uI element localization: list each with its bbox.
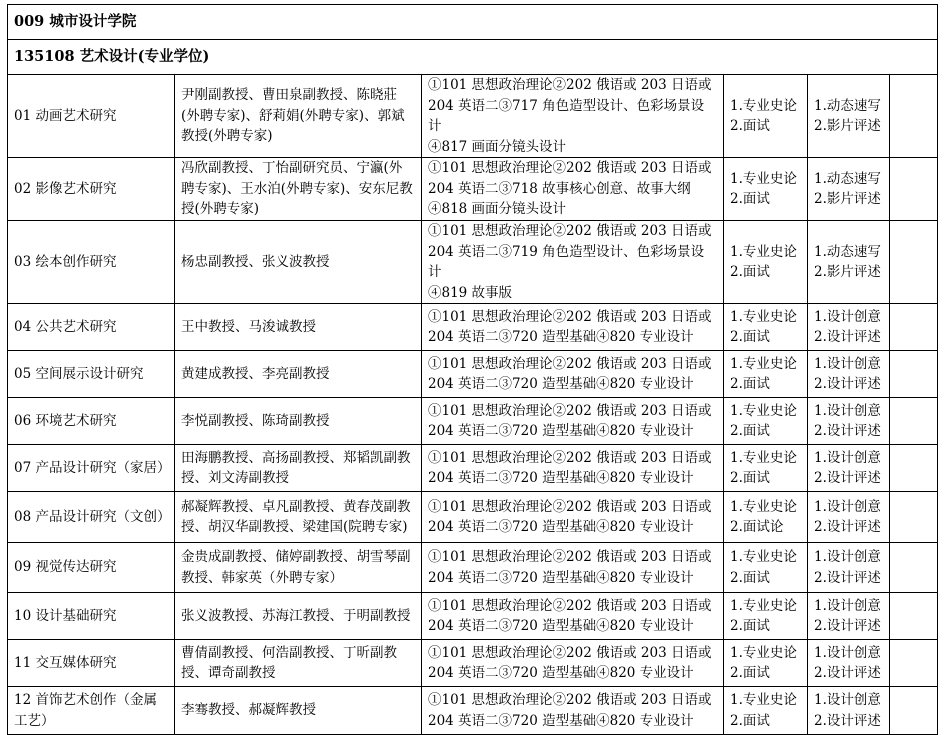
retest-cell bbox=[724, 687, 808, 735]
program-title: 135108 艺术设计(专业学位) bbox=[8, 40, 938, 75]
retest-line: 1.专业史论 bbox=[730, 449, 797, 466]
exam-subjects-line: ①101 思想政治理论②202 俄语或 203 日语或 bbox=[428, 355, 712, 372]
retest-cell bbox=[724, 304, 808, 351]
college-header-row bbox=[8, 5, 938, 40]
exam-subjects-line: ④819 故事版 bbox=[428, 284, 513, 301]
exam-subjects-cell bbox=[422, 351, 724, 398]
exam-subjects-line: ①101 思想政治理论②202 俄语或 203 日语或 bbox=[428, 77, 712, 93]
remarks-cell bbox=[890, 593, 938, 640]
retest-line: 2.面试 bbox=[730, 329, 770, 345]
retest-line: 2.面试 bbox=[730, 712, 770, 729]
table-row bbox=[8, 687, 938, 735]
exam-subjects-line: ④817 画面分镜头设计 bbox=[428, 138, 567, 155]
equal-test-line: 1.动态速写 bbox=[814, 97, 881, 114]
exam-subjects-line: 204 英语二③717 角色造型设计、色彩场景设计 bbox=[428, 97, 705, 134]
retest-cell bbox=[724, 593, 808, 640]
direction-cell: 01 动画艺术研究 bbox=[8, 75, 175, 158]
exam-subjects-line: 204 英语二③720 造型基础④820 专业设计 bbox=[428, 618, 694, 634]
direction-cell: 04 公共艺术研究 bbox=[8, 304, 175, 351]
exam-subjects-cell bbox=[422, 158, 724, 221]
table-row bbox=[8, 640, 938, 687]
advisors-cell: 金贵成副教授、储婷副教授、胡雪琴副教授、韩家英（外聘专家） bbox=[175, 543, 422, 593]
exam-subjects-line: 204 英语二③719 角色造型设计、色彩场景设计 bbox=[428, 243, 705, 280]
equal-test-line: 1.动态速写 bbox=[814, 170, 881, 187]
exam-subjects-line: 204 英语二③720 造型基础④820 专业设计 bbox=[428, 376, 694, 392]
equal-test-line: 2.影片评述 bbox=[814, 191, 881, 207]
equal-test-line: 1.设计创意 bbox=[814, 449, 881, 466]
remarks-cell bbox=[890, 158, 938, 221]
retest-line: 1.专业史论 bbox=[730, 549, 797, 565]
retest-line: 2.面试 bbox=[730, 423, 770, 439]
program-header-row bbox=[8, 40, 938, 75]
equal-test-cell bbox=[808, 221, 890, 304]
retest-cell bbox=[724, 75, 808, 158]
equal-test-line: 1.设计创意 bbox=[814, 692, 881, 708]
exam-subjects-line: 204 英语二③720 造型基础④820 专业设计 bbox=[428, 712, 694, 729]
advisors-cell: 黄建成教授、李亮副教授 bbox=[175, 351, 422, 398]
retest-line: 2.面试 bbox=[730, 569, 770, 586]
equal-test-line: 1.设计创意 bbox=[814, 402, 881, 419]
remarks-cell bbox=[890, 221, 938, 304]
exam-subjects-line: 204 英语二③720 造型基础④820 专业设计 bbox=[428, 665, 694, 681]
exam-subjects-line: 204 英语二③720 造型基础④820 专业设计 bbox=[428, 329, 694, 345]
retest-line: 1.专业史论 bbox=[730, 308, 797, 325]
advisors-cell: 郝凝辉教授、卓凡副教授、黄春茂副教授、胡汉华副教授、梁建国(院聘专家) bbox=[175, 492, 422, 543]
remarks-cell bbox=[890, 687, 938, 735]
retest-line: 1.专业史论 bbox=[730, 97, 797, 114]
table-row bbox=[8, 221, 938, 304]
advisors-cell: 田海鹏教授、高扬副教授、郑韬凯副教授、刘文涛副教授 bbox=[175, 445, 422, 492]
exam-subjects-line: ①101 思想政治理论②202 俄语或 203 日语或 bbox=[428, 692, 712, 708]
equal-test-line: 2.设计评述 bbox=[814, 569, 881, 586]
equal-test-cell bbox=[808, 687, 890, 735]
retest-cell bbox=[724, 445, 808, 492]
advisors-cell: 王中教授、马浚诚教授 bbox=[175, 304, 422, 351]
exam-subjects-line: ①101 思想政治理论②202 俄语或 203 日语或 bbox=[428, 644, 712, 661]
direction-cell: 06 环境艺术研究 bbox=[8, 398, 175, 445]
retest-line: 1.专业史论 bbox=[730, 644, 797, 661]
exam-subjects-line: 204 英语二③718 故事核心创意、故事大纲 bbox=[428, 180, 691, 197]
equal-test-line: 2.设计评述 bbox=[814, 470, 881, 486]
table-row bbox=[8, 75, 938, 158]
retest-line: 1.专业史论 bbox=[730, 402, 797, 419]
exam-subjects-line: ①101 思想政治理论②202 俄语或 203 日语或 bbox=[428, 549, 712, 565]
remarks-cell bbox=[890, 75, 938, 158]
equal-test-cell bbox=[808, 75, 890, 158]
retest-line: 2.面试 bbox=[730, 264, 770, 280]
retest-line: 2.面试 bbox=[730, 665, 770, 681]
equal-test-line: 1.设计创意 bbox=[814, 644, 881, 661]
exam-subjects-cell bbox=[422, 492, 724, 543]
remarks-cell bbox=[890, 445, 938, 492]
retest-line: 1.专业史论 bbox=[730, 355, 797, 372]
exam-subjects-line: ④818 画面分镜头设计 bbox=[428, 201, 567, 218]
remarks-cell bbox=[890, 398, 938, 445]
exam-subjects-line: ①101 思想政治理论②202 俄语或 203 日语或 bbox=[428, 402, 712, 419]
advisors-cell: 曹倩副教授、何浩副教授、丁昕副教授、谭奇副教授 bbox=[175, 640, 422, 687]
retest-line: 1.专业史论 bbox=[730, 597, 797, 614]
advisors-cell: 张义波教授、苏海江教授、于明副教授 bbox=[175, 593, 422, 640]
table-row bbox=[8, 304, 938, 351]
equal-test-cell bbox=[808, 304, 890, 351]
equal-test-line: 2.设计评述 bbox=[814, 329, 881, 345]
exam-subjects-line: 204 英语二③720 造型基础④820 专业设计 bbox=[428, 470, 694, 486]
exam-subjects-cell bbox=[422, 640, 724, 687]
retest-line: 2.面试 bbox=[730, 376, 770, 392]
table-row bbox=[8, 445, 938, 492]
table-row bbox=[8, 492, 938, 543]
equal-test-line: 1.设计创意 bbox=[814, 308, 881, 325]
exam-subjects-line: ①101 思想政治理论②202 俄语或 203 日语或 bbox=[428, 449, 712, 466]
advisors-cell: 李悦副教授、陈琦副教授 bbox=[175, 398, 422, 445]
retest-cell bbox=[724, 492, 808, 543]
direction-cell: 07 产品设计研究（家居） bbox=[8, 445, 175, 492]
remarks-cell bbox=[890, 351, 938, 398]
table-row bbox=[8, 543, 938, 593]
retest-line: 1.专业史论 bbox=[730, 243, 797, 260]
equal-test-line: 1.动态速写 bbox=[814, 243, 881, 260]
exam-subjects-cell bbox=[422, 304, 724, 351]
retest-line: 2.面试论 bbox=[730, 519, 784, 535]
retest-cell bbox=[724, 221, 808, 304]
direction-cell: 09 视觉传达研究 bbox=[8, 543, 175, 593]
exam-subjects-line: 204 英语二③720 造型基础④820 专业设计 bbox=[428, 423, 694, 439]
table-row bbox=[8, 593, 938, 640]
equal-test-line: 2.设计评述 bbox=[814, 423, 881, 439]
equal-test-cell bbox=[808, 492, 890, 543]
table-row bbox=[8, 351, 938, 398]
equal-test-line: 2.设计评述 bbox=[814, 376, 881, 392]
direction-cell: 03 绘本创作研究 bbox=[8, 221, 175, 304]
exam-subjects-cell bbox=[422, 687, 724, 735]
exam-subjects-cell bbox=[422, 593, 724, 640]
exam-subjects-line: ①101 思想政治理论②202 俄语或 203 日语或 bbox=[428, 160, 712, 177]
advisors-cell: 杨忠副教授、张义波教授 bbox=[175, 221, 422, 304]
exam-subjects-line: 204 英语二③720 造型基础④820 专业设计 bbox=[428, 569, 694, 586]
equal-test-line: 2.设计评述 bbox=[814, 519, 881, 535]
equal-test-cell bbox=[808, 351, 890, 398]
equal-test-cell bbox=[808, 445, 890, 492]
equal-test-line: 2.影片评述 bbox=[814, 118, 881, 134]
exam-subjects-cell bbox=[422, 445, 724, 492]
advisors-cell: 李骞教授、郝凝辉教授 bbox=[175, 687, 422, 735]
equal-test-cell bbox=[808, 158, 890, 221]
retest-line: 2.面试 bbox=[730, 118, 770, 134]
direction-cell: 10 设计基础研究 bbox=[8, 593, 175, 640]
equal-test-line: 2.设计评述 bbox=[814, 618, 881, 634]
exam-subjects-cell bbox=[422, 221, 724, 304]
retest-cell bbox=[724, 351, 808, 398]
equal-test-line: 2.影片评述 bbox=[814, 264, 881, 280]
equal-test-line: 2.设计评述 bbox=[814, 665, 881, 681]
retest-cell bbox=[724, 398, 808, 445]
equal-test-line: 1.设计创意 bbox=[814, 549, 881, 565]
direction-cell: 11 交互媒体研究 bbox=[8, 640, 175, 687]
remarks-cell bbox=[890, 492, 938, 543]
exam-subjects-line: ①101 思想政治理论②202 俄语或 203 日语或 bbox=[428, 223, 712, 239]
exam-subjects-line: ①101 思想政治理论②202 俄语或 203 日语或 bbox=[428, 308, 712, 325]
exam-subjects-cell bbox=[422, 398, 724, 445]
retest-line: 2.面试 bbox=[730, 470, 770, 486]
remarks-cell bbox=[890, 640, 938, 687]
advisors-cell: 冯欣副教授、丁怡副研究员、宁瀛(外聘专家)、王水泊(外聘专家)、安东尼教授(外聘专家) bbox=[175, 158, 422, 221]
direction-cell: 05 空间展示设计研究 bbox=[8, 351, 175, 398]
remarks-cell bbox=[890, 543, 938, 593]
program-table bbox=[7, 4, 938, 735]
college-title: 009 城市设计学院 bbox=[8, 5, 938, 40]
direction-cell: 12 首饰艺术创作（金属工艺） bbox=[8, 687, 175, 735]
table-row bbox=[8, 398, 938, 445]
equal-test-line: 1.设计创意 bbox=[814, 355, 881, 372]
retest-cell bbox=[724, 543, 808, 593]
equal-test-cell bbox=[808, 593, 890, 640]
equal-test-cell bbox=[808, 640, 890, 687]
equal-test-line: 2.设计评述 bbox=[814, 712, 881, 729]
equal-test-cell bbox=[808, 543, 890, 593]
exam-subjects-cell bbox=[422, 543, 724, 593]
retest-line: 2.面试 bbox=[730, 618, 770, 634]
direction-cell: 02 影像艺术研究 bbox=[8, 158, 175, 221]
equal-test-line: 1.设计创意 bbox=[814, 498, 881, 515]
retest-cell bbox=[724, 158, 808, 221]
remarks-cell bbox=[890, 304, 938, 351]
retest-line: 2.面试 bbox=[730, 191, 770, 207]
retest-line: 1.专业史论 bbox=[730, 498, 797, 515]
retest-line: 1.专业史论 bbox=[730, 692, 797, 708]
table-row bbox=[8, 158, 938, 221]
exam-subjects-line: ①101 思想政治理论②202 俄语或 203 日语或 bbox=[428, 498, 712, 515]
retest-line: 1.专业史论 bbox=[730, 170, 797, 187]
exam-subjects-cell bbox=[422, 75, 724, 158]
retest-cell bbox=[724, 640, 808, 687]
advisors-cell: 尹刚副教授、曹田泉副教授、陈晓莊(外聘专家)、舒莉娟(外聘专家)、郭斌教授(外聘专家) bbox=[175, 75, 422, 158]
direction-cell: 08 产品设计研究（文创） bbox=[8, 492, 175, 543]
equal-test-cell bbox=[808, 398, 890, 445]
exam-subjects-line: ①101 思想政治理论②202 俄语或 203 日语或 bbox=[428, 597, 712, 614]
exam-subjects-line: 204 英语二③720 造型基础④820 专业设计 bbox=[428, 519, 694, 535]
equal-test-line: 1.设计创意 bbox=[814, 597, 881, 614]
